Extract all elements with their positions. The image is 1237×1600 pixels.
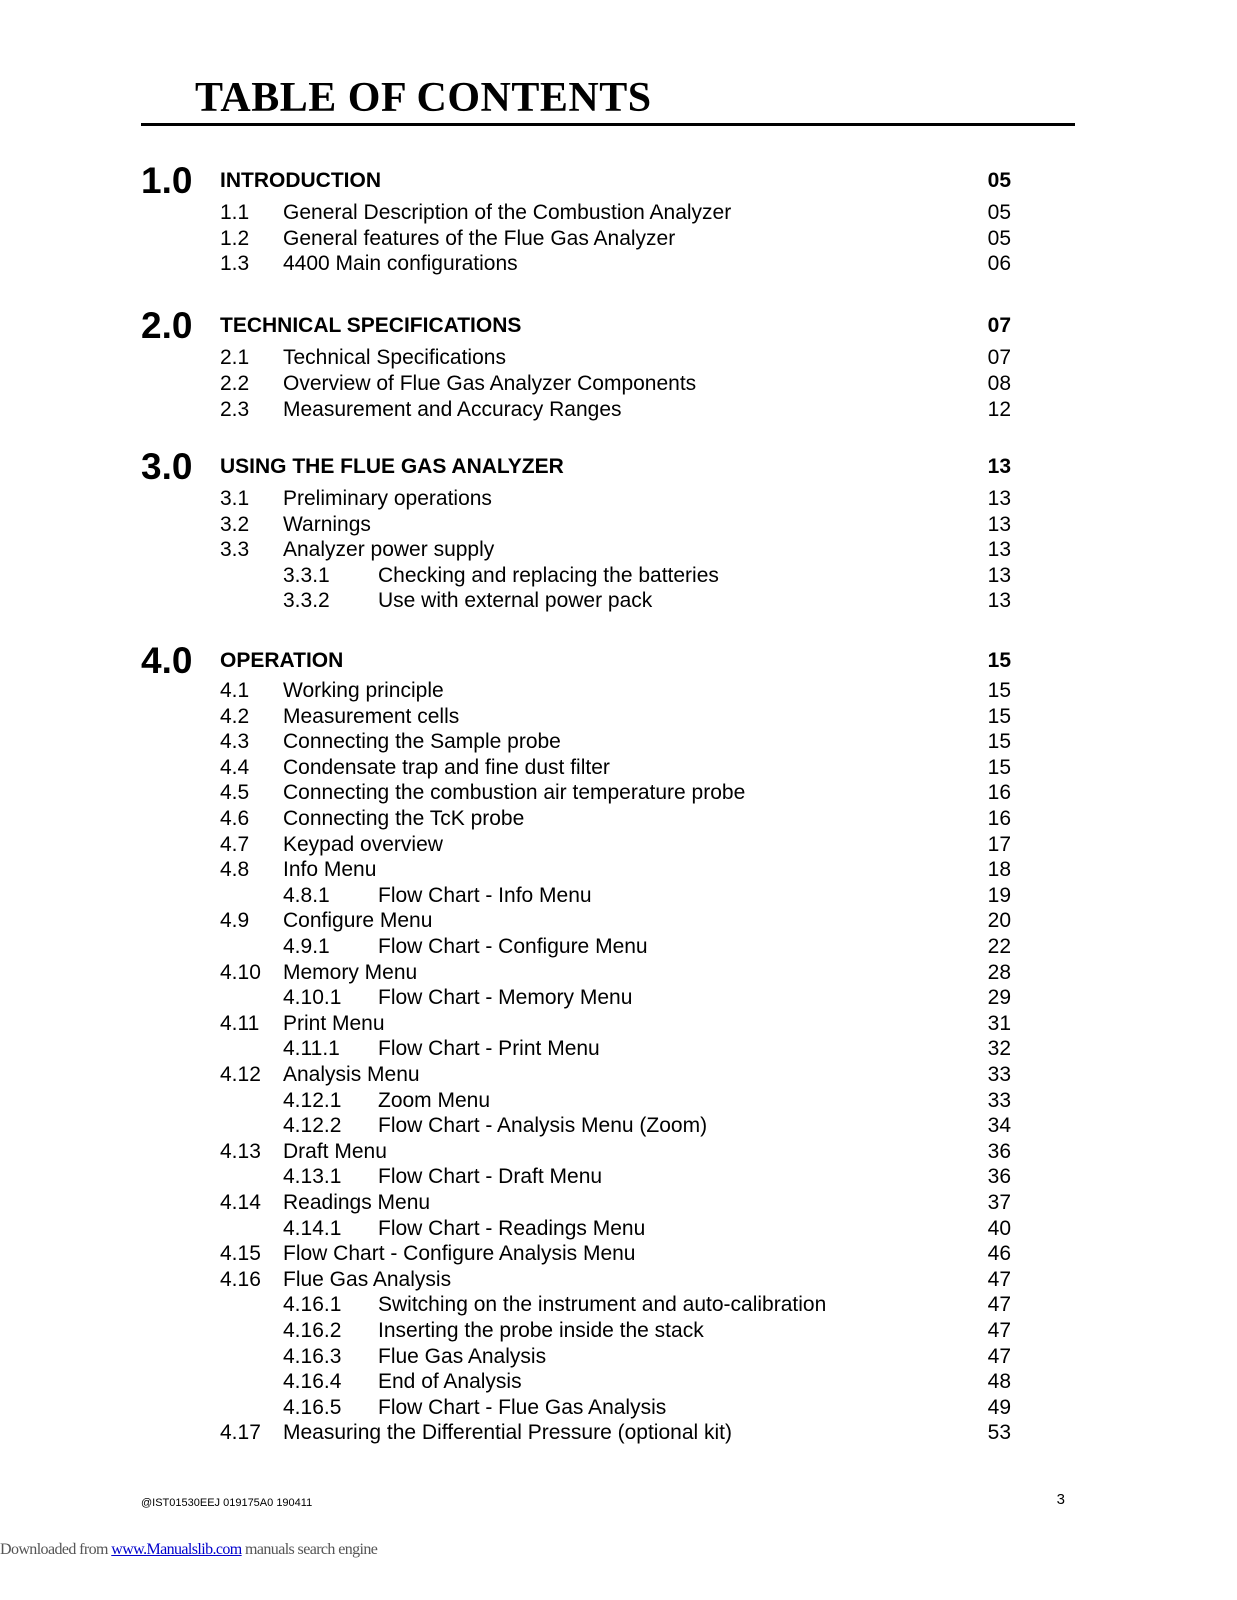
entry-title: Flow Chart - Readings Menu [378,1216,646,1240]
entry-number: 4.12 [220,1063,261,1086]
entry-page: 06 [987,252,1011,275]
toc-subentry[interactable] [0,1369,1237,1395]
entry-number: 4.8 [220,858,250,882]
toc-entry[interactable] [0,200,1237,226]
section-page: 15 [987,649,1011,672]
entry-title: Technical Specifications [283,346,506,369]
entry-title: Checking and replacing the batteries [378,563,719,587]
toc-subentry[interactable] [0,1088,1237,1114]
entry-page: 15 [987,730,1011,754]
entry-page: 40 [987,1216,1011,1240]
toc-subentry[interactable] [0,1292,1237,1318]
entry-page: 34 [987,1114,1011,1138]
entry-title: Switching on the instrument and auto-calibration [378,1293,827,1317]
entry-page: 36 [987,1165,1011,1189]
entry-title: Condensate trap and fine dust filter [283,755,610,779]
entry-number: 4.12.1 [283,1088,342,1112]
entry-page: 15 [987,704,1011,728]
entry-title: 4400 Main configurations [283,252,518,275]
toc-entry[interactable] [0,704,1237,730]
toc-entry[interactable] [0,345,1237,371]
entry-number: 4.14 [220,1191,261,1214]
toc-entry[interactable] [0,1190,1237,1216]
toc-entry[interactable] [0,251,1237,277]
entry-number: 4.8.1 [283,883,330,907]
entry-page: 47 [987,1267,1011,1291]
toc-entry[interactable] [0,537,1237,563]
toc-entry[interactable] [0,486,1237,512]
entry-number: 4.16.5 [283,1395,342,1419]
entry-title: Flow Chart - Analysis Menu (Zoom) [378,1114,708,1138]
toc-subentry[interactable] [0,985,1237,1011]
entry-number: 4.12.2 [283,1114,342,1138]
entry-number: 4.16.3 [283,1344,342,1368]
entry-page: 28 [987,960,1011,984]
toc-entry[interactable] [0,1420,1237,1446]
entry-title: Flow Chart - Configure Menu [378,935,648,958]
entry-page: 33 [987,1088,1011,1112]
toc-section-heading[interactable] [0,305,1237,346]
toc-entry[interactable] [0,755,1237,781]
section-title: USING THE FLUE GAS ANALYZER [220,455,564,478]
entry-number: 4.6 [220,807,250,830]
entry-page: 49 [987,1395,1011,1419]
toc-entry[interactable] [0,1011,1237,1037]
entry-number: 3.2 [220,512,250,536]
entry-page: 29 [987,986,1011,1010]
entry-page: 31 [987,1011,1011,1035]
entry-title: Warnings [283,512,371,536]
entry-page: 36 [987,1139,1011,1163]
entry-title: Flue Gas Analysis [283,1267,452,1291]
entry-number: 4.11 [220,1011,260,1035]
toc-section-heading[interactable] [0,160,1237,201]
entry-number: 4.9 [220,909,250,933]
entry-page: 05 [987,201,1011,224]
title-divider [141,123,1075,126]
entry-page: 13 [987,538,1011,561]
entry-title: Zoom Menu [378,1088,491,1112]
entry-page: 37 [987,1191,1011,1214]
entry-page: 15 [987,679,1011,702]
section-number: 3.0 [141,446,193,487]
entry-number: 4.14.1 [283,1216,342,1240]
entry-number: 4.13.1 [283,1165,342,1189]
toc-subentry[interactable] [0,588,1237,614]
section-title: INTRODUCTION [220,169,381,192]
manualslib-link[interactable]: www.Manualslib.com [111,1541,242,1558]
toc-subentry[interactable] [0,1164,1237,1190]
entry-number: 4.15 [220,1242,261,1266]
entry-title: Readings Menu [283,1191,431,1214]
toc-subentry[interactable] [0,883,1237,909]
watermark-prefix: Downloaded from [0,1541,112,1558]
entry-number: 4.10.1 [283,986,342,1010]
entry-title: Connecting the combustion air temperature probe [283,781,746,805]
page-title: TABLE OF CONTENTS [195,75,652,121]
entry-number: 1.3 [220,252,250,275]
section-number: 1.0 [141,160,193,201]
toc-entry[interactable] [0,1139,1237,1165]
toc-subentry[interactable] [0,563,1237,589]
toc-subentry[interactable] [0,1344,1237,1370]
entry-page: 20 [987,909,1011,933]
toc-entry[interactable] [0,729,1237,755]
entry-page: 16 [987,807,1011,830]
entry-number: 3.3 [220,538,250,561]
entry-number: 4.3 [220,730,250,754]
entry-title: Flow Chart - Memory Menu [378,986,633,1010]
toc-entry[interactable] [0,806,1237,832]
entry-title: Draft Menu [283,1139,387,1163]
toc-subentry[interactable] [0,934,1237,960]
section-number: 2.0 [141,305,193,346]
section-title: OPERATION [220,649,344,672]
toc-entry[interactable] [0,1241,1237,1267]
entry-page: 12 [987,398,1011,421]
entry-title: Measuring the Differential Pressure (optional kit) [283,1421,732,1445]
toc-subentry[interactable] [0,1318,1237,1344]
entry-page: 13 [987,589,1011,612]
entry-page: 47 [987,1319,1011,1342]
entry-page: 13 [987,487,1011,510]
entry-title: Flow Chart - Print Menu [378,1037,600,1061]
toc-entry[interactable] [0,780,1237,806]
entry-page: 46 [987,1242,1011,1266]
section-page: 13 [987,455,1011,478]
toc-entry[interactable] [0,397,1237,423]
entry-title: Analysis Menu [283,1063,420,1086]
entry-title: Flue Gas Analysis [378,1344,547,1368]
entry-title: Connecting the Sample probe [283,730,561,754]
entry-title: Overview of Flue Gas Analyzer Components [283,372,697,395]
entry-page: 53 [987,1421,1011,1445]
entry-number: 4.11.1 [283,1037,340,1061]
entry-page: 16 [987,781,1011,805]
entry-number: 4.9.1 [283,935,330,958]
entry-title: Inserting the probe inside the stack [378,1319,704,1342]
entry-title: Flow Chart - Configure Analysis Menu [283,1242,636,1266]
entry-number: 2.3 [220,398,250,421]
entry-number: 2.1 [220,346,250,369]
entry-number: 4.10 [220,960,261,984]
entry-title: End of Analysis [378,1370,522,1394]
entry-number: 1.2 [220,226,250,250]
entry-page: 17 [987,832,1011,856]
toc-entry[interactable] [0,960,1237,986]
toc-entry[interactable] [0,1062,1237,1088]
entry-title: Flow Chart - Flue Gas Analysis [378,1395,667,1419]
entry-title: Flow Chart - Info Menu [378,883,592,907]
entry-number: 4.16.1 [283,1293,342,1317]
entry-title: Analyzer power supply [283,538,495,561]
entry-page: 07 [987,346,1011,369]
entry-number: 4.7 [220,832,250,856]
toc-entry[interactable] [0,512,1237,538]
toc-subentry[interactable] [0,1395,1237,1421]
entry-title: General Description of the Combustion Analyzer [283,201,732,224]
entry-title: Info Menu [283,858,377,882]
toc-section-heading[interactable] [0,640,1237,681]
entry-page: 47 [987,1293,1011,1317]
toc-entry[interactable] [0,908,1237,934]
entry-title: Memory Menu [283,960,418,984]
entry-number: 3.3.1 [283,563,330,587]
entry-title: Use with external power pack [378,589,653,612]
entry-title: Working principle [283,679,444,702]
toc-entry[interactable] [0,226,1237,252]
entry-title: Configure Menu [283,909,433,933]
toc-entry[interactable] [0,857,1237,883]
entry-number: 4.16.4 [283,1370,342,1394]
entry-page: 18 [987,858,1011,882]
entry-page: 22 [987,935,1011,958]
entry-page: 08 [987,372,1011,395]
toc-subentry[interactable] [0,1113,1237,1139]
entry-number: 4.2 [220,704,250,728]
entry-page: 13 [987,563,1011,587]
entry-number: 4.17 [220,1421,261,1445]
watermark-suffix: manuals search engine [241,1541,378,1558]
entry-page: 13 [987,512,1011,536]
toc-section-heading[interactable] [0,446,1237,487]
entry-page: 32 [987,1037,1011,1061]
toc-entry[interactable] [0,678,1237,704]
entry-title: Measurement cells [283,704,460,728]
entry-page: 15 [987,755,1011,779]
entry-number: 3.3.2 [283,589,330,612]
entry-number: 4.4 [220,755,250,779]
entry-title: Print Menu [283,1011,385,1035]
entry-page: 48 [987,1370,1011,1394]
download-watermark [0,1541,377,1559]
toc-entry[interactable] [0,832,1237,858]
entry-title: Connecting the TcK probe [283,807,525,830]
entry-page: 19 [987,883,1011,907]
entry-number: 4.16 [220,1267,261,1291]
toc-entry[interactable] [0,1267,1237,1293]
document-code: @IST01530EEJ 019175A0 190411 [141,1497,313,1509]
entry-number: 4.13 [220,1139,261,1163]
toc-entry[interactable] [0,371,1237,397]
entry-number: 1.1 [220,201,250,224]
entry-page: 05 [987,226,1011,250]
toc-subentry[interactable] [0,1036,1237,1062]
entry-number: 4.16.2 [283,1319,342,1342]
toc-subentry[interactable] [0,1216,1237,1242]
entry-title: Flow Chart - Draft Menu [378,1165,603,1189]
entry-number: 4.1 [220,679,250,702]
section-number: 4.0 [141,640,193,681]
entry-page: 33 [987,1063,1011,1086]
entry-title: General features of the Flue Gas Analyzer [283,226,676,250]
entry-number: 3.1 [220,487,250,510]
entry-number: 2.2 [220,372,250,395]
entry-title: Keypad overview [283,832,443,856]
entry-title: Measurement and Accuracy Ranges [283,398,622,421]
entry-title: Preliminary operations [283,487,492,510]
section-page: 07 [987,314,1011,337]
page-number: 3 [1056,1491,1065,1508]
entry-page: 47 [987,1344,1011,1368]
section-page: 05 [987,169,1011,192]
section-title: TECHNICAL SPECIFICATIONS [220,314,522,337]
entry-number: 4.5 [220,781,250,805]
